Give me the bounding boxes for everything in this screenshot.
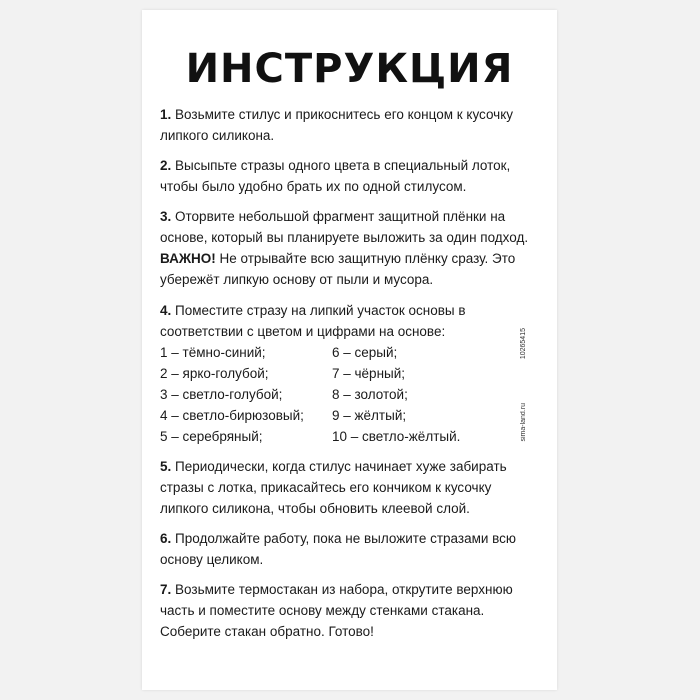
color-item: 8 – золотой; [332, 387, 408, 402]
color-item: 4 – светло-бирюзовый; [160, 408, 304, 423]
color-item: 10 – светло-жёлтый. [332, 429, 461, 444]
step-number: 7. [160, 582, 172, 597]
step-text: Поместите стразу на липкий участок основы в соответствии с цветом и цифрами на основе: [160, 303, 466, 339]
warning-label: ВАЖНО! [160, 251, 216, 266]
step-text: Продолжайте работу, пока не выложите стразами всю основу целиком. [160, 531, 517, 567]
color-item: 6 – серый; [332, 345, 398, 360]
color-item: 7 – чёрный; [332, 366, 406, 381]
warning-text: Не отрывайте всю защитную плёнку сразу. Это убережёт липкую основу от пыли и мусора. [160, 251, 516, 287]
step-text: Периодически, когда стилус начинает хуже забирать стразы с лотка, прикасайтесь его кончиком к кусочку липкого силикона, чтобы обновить клеевой слой. [160, 459, 507, 516]
step-text: Возьмите стилус и прикоснитесь его концом к кусочку липкого силикона. [160, 107, 514, 143]
step-5 [160, 456, 530, 519]
step-text: Оторвите небольшой фрагмент защитной плёнки на основе, который вы планируете выложить за один подход. [160, 209, 529, 245]
step-3 [160, 206, 530, 248]
color-item: 1 – тёмно-синий; [160, 345, 266, 360]
warning-note [160, 248, 530, 290]
color-item: 2 – ярко-голубой; [160, 366, 269, 381]
step-text: Высыпьте стразы одного цвета в специальный лоток, чтобы было удобно брать их по одной стилусом. [160, 158, 511, 194]
color-item: 9 – жёлтый; [332, 408, 407, 423]
step-1 [160, 104, 530, 146]
step-text: Возьмите термостакан из набора, открутите верхнюю часть и поместите основу между стенками стакана. Соберите стакан обратно. Готово! [160, 582, 513, 639]
step-number: 1. [160, 107, 172, 122]
step-2 [160, 155, 530, 197]
site-url: sima-land.ru [520, 403, 527, 442]
color-item: 3 – светло-голубой; [160, 387, 283, 402]
article-code: 10265415 [520, 328, 527, 360]
step-number: 6. [160, 531, 172, 546]
instruction-body [160, 104, 530, 651]
step-number: 2. [160, 158, 172, 173]
side-print [520, 328, 532, 478]
color-legend [160, 342, 530, 447]
step-number: 3. [160, 209, 172, 224]
step-7 [160, 579, 530, 642]
step-number: 4. [160, 303, 172, 318]
step-6 [160, 528, 530, 570]
step-number: 5. [160, 459, 172, 474]
page-title: ИНСТРУКЦИЯ [185, 46, 514, 92]
step-4 [160, 300, 530, 342]
instruction-card [142, 10, 557, 690]
color-item: 5 – серебряный; [160, 429, 263, 444]
